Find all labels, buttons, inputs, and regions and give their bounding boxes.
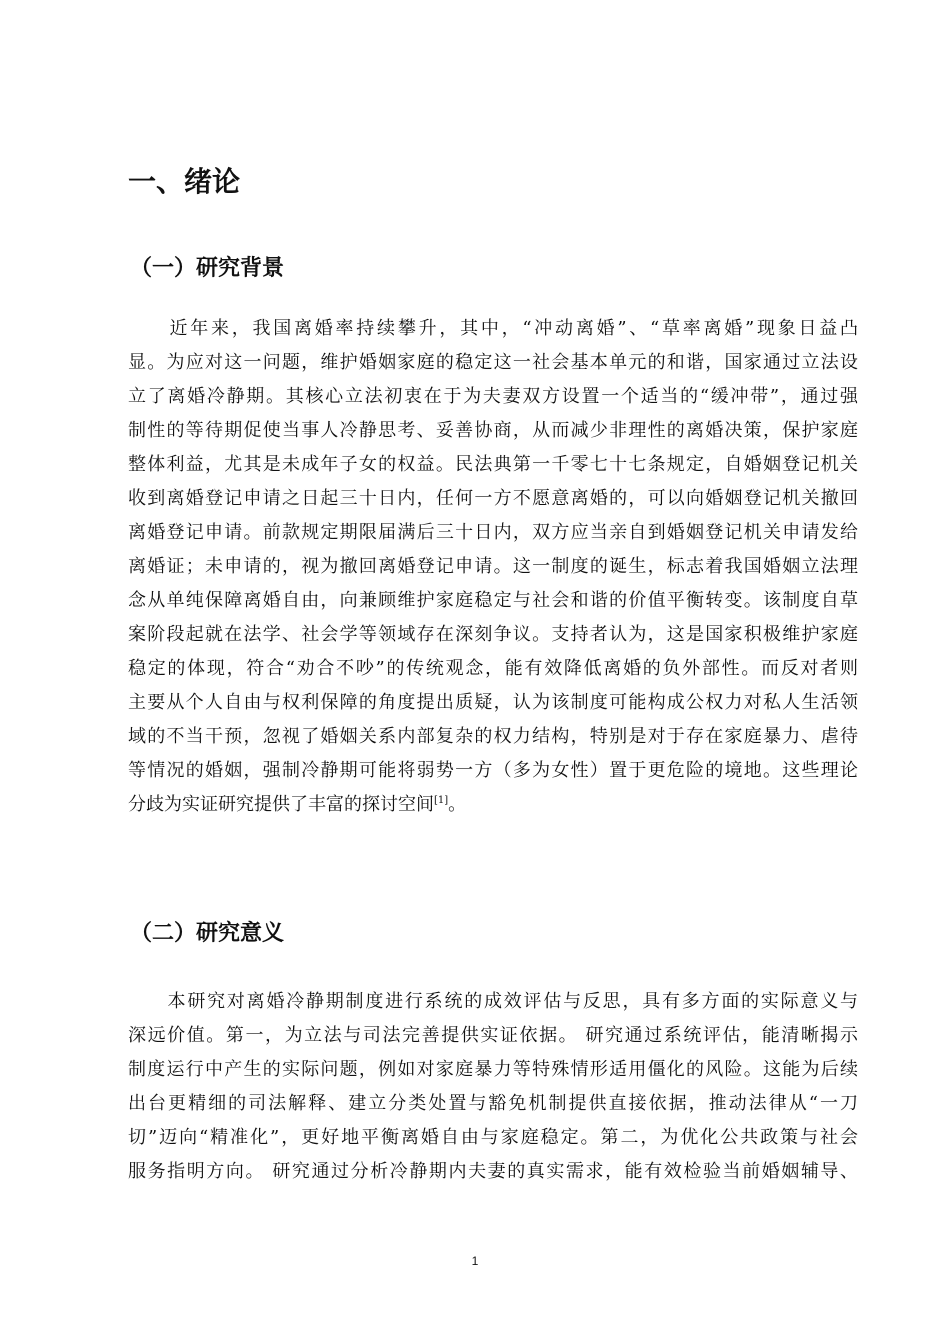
text-line: 稳定的体现，符合“劝合不吵”的传统观念，能有效降低离婚的负外部性。而反对者则 [128, 658, 858, 679]
text-line: 制性的等待期促使当事人冷静思考、妥善协商，从而减少非理性的离婚决策，保护家庭 [128, 420, 858, 441]
text-line: 显。为应对这一问题，维护婚姻家庭的稳定这一社会基本单元的和谐，国家通过立法设 [128, 352, 858, 373]
text-line: 本研究对离婚冷静期制度进行系统的成效评估与反思，具有多方面的实际意义与 [128, 991, 858, 1012]
text-line: 深远价值。第一，为立法与司法完善提供实证依据。 研究通过系统评估，能清晰揭示 [128, 1025, 858, 1046]
citation-reference[interactable]: [1] [434, 795, 449, 806]
section-heading-background: （一）研究背景 [130, 256, 285, 281]
text-line: 收到离婚登记申请之日起三十日内，任何一方不愿意离婚的，可以向婚姻登记机关撤回 [128, 488, 858, 509]
text-line: 等情况的婚姻，强制冷静期可能将弱势一方（多为女性）置于更危险的境地。这些理论 [128, 760, 858, 781]
chapter-title: 一、绪论 [128, 165, 241, 198]
text-line: 案阶段起就在法学、社会学等领域存在深刻争议。支持者认为，这是国家积极维护家庭 [128, 624, 858, 645]
text-line: 离婚证；未申请的，视为撤回离婚登记申请。这一制度的诞生，标志着我国婚姻立法理 [128, 556, 858, 577]
text-line: 服务指明方向。 研究通过分析冷静期内夫妻的真实需求，能有效检验当前婚姻辅导、 [128, 1161, 858, 1182]
text-line: 立了离婚冷静期。其核心立法初衷在于为夫妻双方设置一个适当的“缓冲带”，通过强 [128, 386, 858, 407]
text-line: 整体利益，尤其是未成年子女的权益。民法典第一千零七十七条规定，自婚姻登记机关 [128, 454, 858, 475]
text-segment: 分歧为实证研究提供了丰富的探讨空间 [128, 794, 434, 815]
page-number: 1 [471, 1254, 479, 1268]
text-line: 念从单纯保障离婚自由，向兼顾维护家庭稳定与社会和谐的价值平衡转变。该制度自草 [128, 590, 858, 611]
paragraph-significance [128, 985, 858, 1189]
text-line: 出台更精细的司法解释、建立分类处置与豁免机制提供直接依据，推动法律从“一刀 [128, 1093, 858, 1114]
section-heading-significance: （二）研究意义 [130, 921, 285, 946]
text-line: 近年来，我国离婚率持续攀升，其中，“冲动离婚”、“草率离婚”现象日益凸 [128, 318, 858, 339]
text-segment: 。 [448, 794, 467, 815]
text-line: 制度运行中产生的实际问题，例如对家庭暴力等特殊情形适用僵化的风险。这能为后续 [128, 1059, 858, 1080]
text-line: 离婚登记申请。前款规定期限届满后三十日内，双方应当亲自到婚姻登记机关申请发给 [128, 522, 858, 543]
text-line-last [128, 788, 858, 822]
text-line: 主要从个人自由与权利保障的角度提出质疑，认为该制度可能构成公权力对私人生活领 [128, 692, 858, 713]
paragraph-background [128, 312, 858, 822]
text-line: 域的不当干预，忽视了婚姻关系内部复杂的权力结构，特别是对于存在家庭暴力、虐待 [128, 726, 858, 747]
text-line: 切”迈向“精准化”，更好地平衡离婚自由与家庭稳定。第二，为优化公共政策与社会 [128, 1127, 858, 1148]
